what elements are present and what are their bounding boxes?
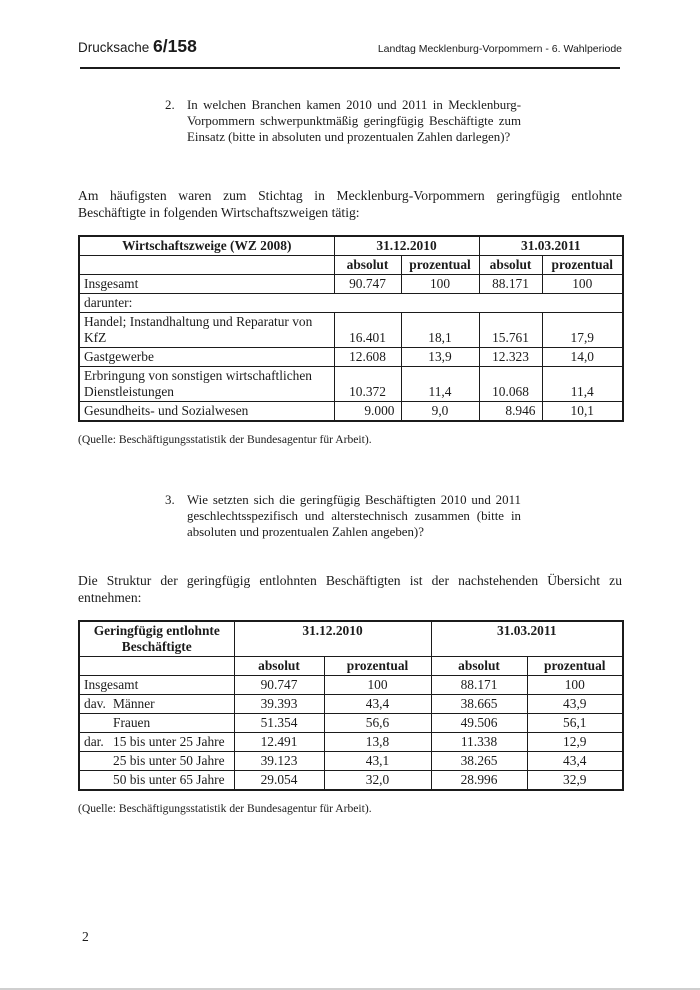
row-value: 43,4 [527,752,623,771]
row-value: 100 [401,275,479,294]
table-row [79,402,623,422]
row-value: 10,1 [542,402,623,422]
row-value: 17,9 [542,313,623,348]
date-header-2011: 31.03.2011 [431,621,623,657]
row-value: 43,9 [527,695,623,714]
table-row [79,695,623,714]
row-value: 12.323 [479,348,542,367]
row-value: 32,9 [527,771,623,791]
industries-table [78,235,624,422]
row-value: 11.338 [431,733,527,752]
row-value: 39.393 [234,695,324,714]
subheader-absolut: absolut [431,657,527,676]
row-value: 11,4 [542,367,623,402]
source-note-1: (Quelle: Beschäftigungsstatistik der Bundesagentur für Arbeit). [78,433,372,446]
table-subheader-row [79,256,623,275]
row-value: 32,0 [324,771,431,791]
row-value: 38.665 [431,695,527,714]
running-header [78,0,622,57]
row-prefix: dav. [84,696,106,711]
row-value: 90.747 [234,676,324,695]
row-value: 100 [527,676,623,695]
intro-paragraph-2: Die Struktur der geringfügig entlohnten Beschäftigten ist der nachstehenden Übersicht zu entnehmen: [78,573,622,605]
date-header-2010: 31.12.2010 [334,236,479,256]
row-value: 15.761 [479,313,542,348]
row-value: 11,4 [401,367,479,402]
row-label: Gesundheits- und Sozialwesen [79,402,334,422]
row-value: 28.996 [431,771,527,791]
parliament-label: Landtag Mecklenburg-Vorpommern - 6. Wahlperiode [377,43,622,55]
table-row [79,676,623,695]
source-note-2: (Quelle: Beschäftigungsstatistik der Bundesagentur für Arbeit). [78,802,372,815]
table1-header-col: Wirtschaftszweige (WZ 2008) [79,236,334,256]
intro-paragraph-1: Am häufigsten waren zum Stichtag in Mecklenburg-Vorpommern geringfügig entlohnte Beschäftigte in folgenden Wirtschaftszweigen tätig: [78,188,622,220]
row-value: 18,1 [401,313,479,348]
doc-number: 6/158 [153,36,197,56]
row-value: 49.506 [431,714,527,733]
row-value: 90.747 [334,275,401,294]
header-rule [80,67,620,69]
row-label-text: 50 bis unter 65 Jahre [113,772,225,787]
row-value: 43,1 [324,752,431,771]
row-value: 14,0 [542,348,623,367]
row-value: 12,9 [527,733,623,752]
question-3 [165,492,521,540]
row-value: 8.946 [479,402,542,422]
table-subheader-row [79,657,623,676]
question-3-number: 3. [165,493,175,507]
row-value: 88.171 [431,676,527,695]
row-value: 12.491 [234,733,324,752]
row-value: 10.068 [479,367,542,402]
subheader-absolut: absolut [234,657,324,676]
question-2-text: In welchen Branchen kamen 2010 und 2011 in Mecklenburg-Vorpommern schwerpunktmäßig geringfügig Beschäftigte zum Einsatz (bitte in absoluten und prozentualen Zahlen darlegen)? [187,98,521,144]
table-header-row [79,236,623,256]
subheader-prozentual: prozentual [542,256,623,275]
row-value: 38.265 [431,752,527,771]
doc-type-label: Drucksache [78,40,150,55]
row-label: Gastgewerbe [79,348,334,367]
row-label: Insgesamt [79,275,334,294]
subheader-prozentual: prozentual [527,657,623,676]
date-header-2010: 31.12.2010 [234,621,431,657]
table-row [79,313,623,348]
row-value: 51.354 [234,714,324,733]
row-value: 56,1 [527,714,623,733]
row-label-text: 15 bis unter 25 Jahre [113,734,225,749]
subheader-prozentual: prozentual [324,657,431,676]
table-row [79,348,623,367]
subheader-absolut: absolut [334,256,401,275]
row-label: Insgesamt [79,676,234,695]
row-label-text: Männer [113,696,155,711]
question-2 [165,97,521,145]
row-value: 56,6 [324,714,431,733]
empty-cell [79,256,334,275]
page-number: 2 [82,929,89,944]
table-row [79,714,623,733]
subheader-prozentual: prozentual [401,256,479,275]
question-3-text: Wie setzten sich die geringfügig Beschäftigten 2010 und 2011 geschlechtsspezifisch und alterstechnisch zusammen (bitte in absoluten und prozentualen Zahlen angeben)? [187,493,521,539]
row-label: Handel; Instandhaltung und Reparatur von KfZ [79,313,334,348]
group-label: darunter: [79,294,623,313]
row-label-text: Frauen [113,715,151,730]
row-value: 100 [542,275,623,294]
row-label [79,752,234,771]
row-value: 100 [324,676,431,695]
row-value: 29.054 [234,771,324,791]
row-label: Erbringung von sonstigen wirtschaftlichen Dienstleistungen [79,367,334,402]
row-value: 10.372 [334,367,401,402]
table-row [79,367,623,402]
row-label [79,771,234,791]
row-value: 9.000 [334,402,401,422]
table-row-total [79,275,623,294]
row-value: 39.123 [234,752,324,771]
row-value: 13,8 [324,733,431,752]
subheader-absolut: absolut [479,256,542,275]
row-value: 88.171 [479,275,542,294]
row-prefix: dar. [84,734,104,749]
table-group-row [79,294,623,313]
row-label [79,714,234,733]
row-label [79,733,234,752]
structure-table [78,620,624,791]
table-row [79,771,623,791]
row-label [79,695,234,714]
doc-title [78,36,197,57]
question-2-number: 2. [165,98,175,112]
row-value: 9,0 [401,402,479,422]
date-header-2011: 31.03.2011 [479,236,623,256]
row-value: 43,4 [324,695,431,714]
row-value: 13,9 [401,348,479,367]
row-label-text: 25 bis unter 50 Jahre [113,753,225,768]
empty-cell [79,657,234,676]
table-row [79,752,623,771]
row-value: 12.608 [334,348,401,367]
row-value: 16.401 [334,313,401,348]
table-row [79,733,623,752]
table-header-row [79,621,623,657]
table2-header-col: Geringfügig entlohnte Beschäftigte [79,621,234,657]
